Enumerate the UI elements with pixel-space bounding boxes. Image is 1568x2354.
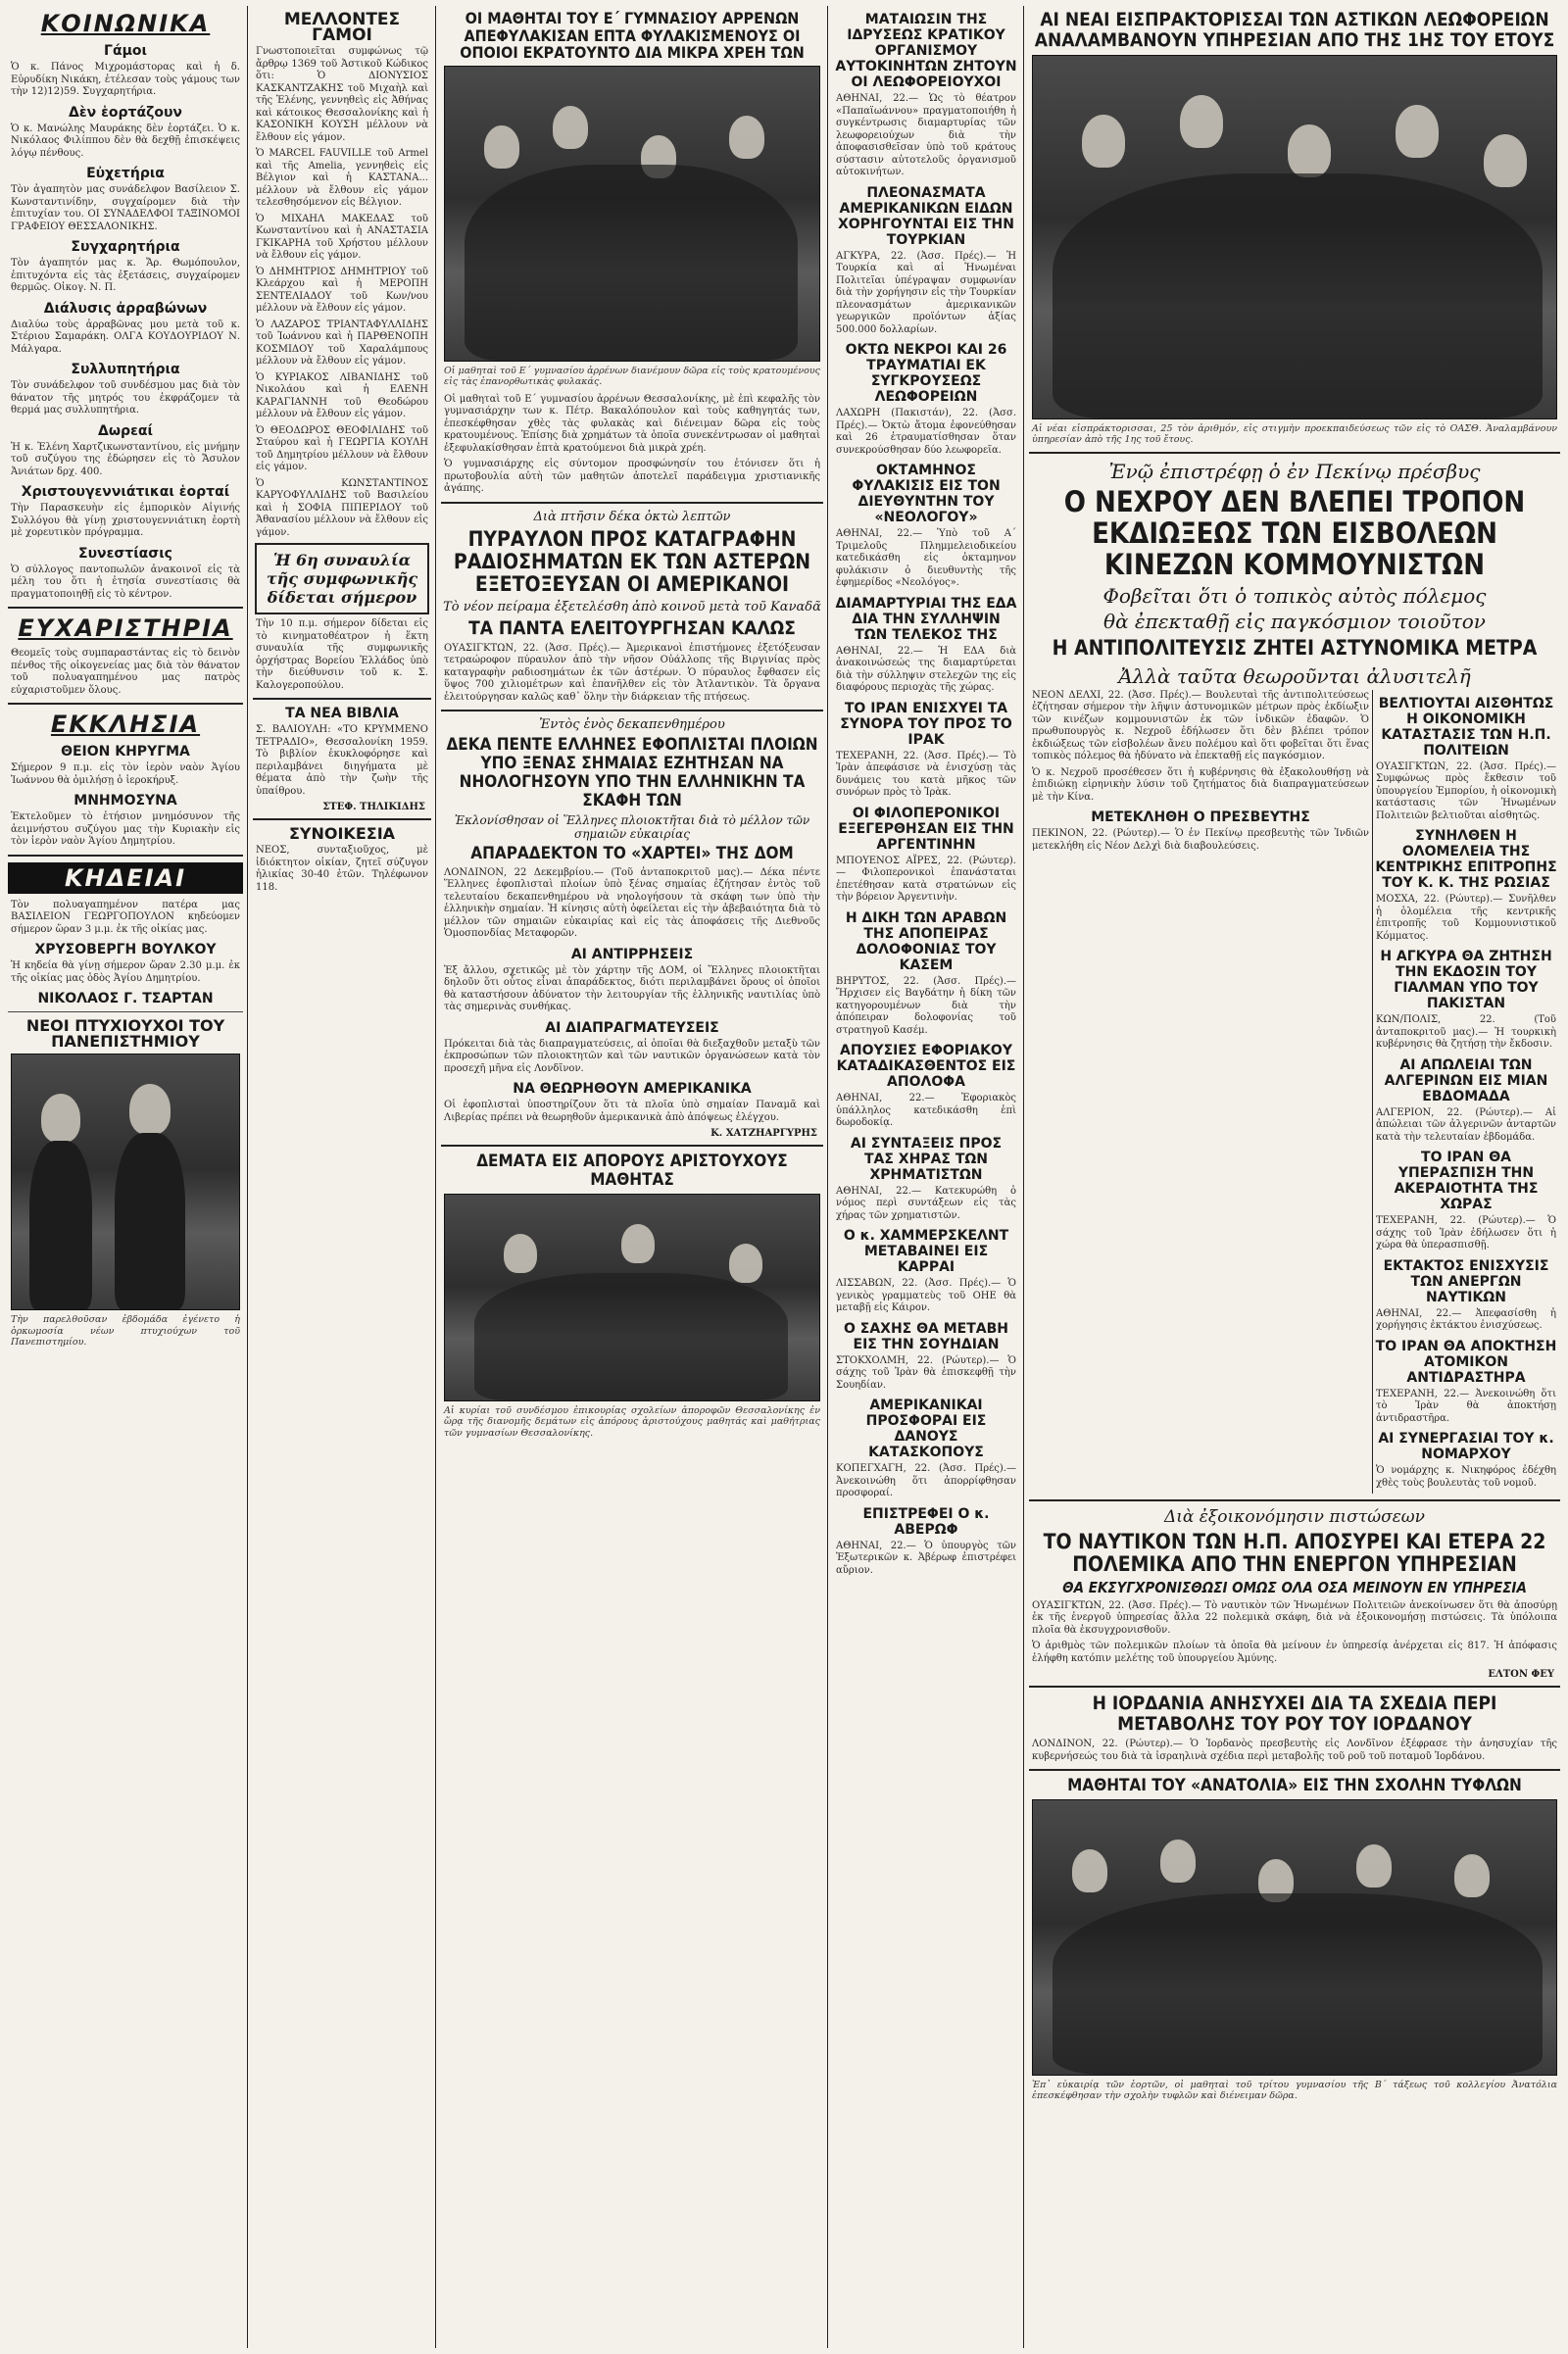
side-news xyxy=(1373,690,1559,1495)
news-text: ΛΙΣΣΑΒΩΝ, 22. (Ἀσσ. Πρές).— Ὁ γενικὸς γραμματεὺς τοῦ ΟΗΕ θὰ μεταβῇ εἰς Κάιρον. xyxy=(836,1278,1016,1313)
side-headline: ΤΟ ΙΡΑΝ ΘΑ ΥΠΕΡΑΣΠΙΣΗ ΤΗΝ ΑΚΕΡΑΙΟΤΗΤΑ ΤΗΣ ΧΩΡΑΣ xyxy=(1394,1150,1539,1213)
side-headline: ΑΙ ΣΥΝΕΡΓΑΣΙΑΙ ΤΟΥ κ. ΝΟΜΑΡΧΟΥ xyxy=(1378,1431,1554,1463)
navy-text: ΟΥΑΣΙΓΚΤΩΝ, 22. (Ἀσσ. Πρές).— Τὸ ναυτικὸν τῶν Ἡνωμένων Πολιτειῶν ἀνεκοίνωσεν ὅτι θὰ ἀποσύρῃ ἐκ τῆς ἐνεργοῦ ὑπηρεσίας ἄλλα 22 πολεμικὰ σκάφη, διὰ νὰ ἐξοικονομήσῃ πιστώσεις. Τὰ ὑπόλοιπα πλοῖα θὰ ἐκσυγχρονισθοῦν. xyxy=(1032,1599,1557,1636)
society-item-title: Γάμοι xyxy=(104,43,147,59)
nehru-text: ΝΕΟΝ ΔΕΛΧΙ, 22. (Ἀσσ. Πρές).— Βουλευταὶ τῆς ἀντιπολιτεύσεως ἐζήτησαν σήμερον τὴν λῆψιν ἀστυνομικῶν μέτρων πρὸς ἐκδίωξιν τῶν κινέζων κομμουνιστῶν ἐκ τῶν ἰνδικῶν ἐδαφῶν. Ὁ πρωθυπουργὸς κ. Νεχροῦ ἐδήλωσεν ὅτι δὲν βλέπει τρόπον ἐκδιώξεως τῶν εἰσβολέων ἄνευ πολέμου καὶ ὅτι φοβεῖται ὅτι ἕνας τοπικὸς πόλεμος θὰ ἠδύνατο νὰ ἐπεκταθῇ εἰς παγκόσμιον. xyxy=(1032,689,1369,762)
society-item-title: Δωρεαί xyxy=(98,422,153,439)
conductresses-photo xyxy=(1032,55,1557,419)
column-marriages xyxy=(253,6,431,2348)
column-society xyxy=(8,6,243,2348)
anatolia-photo xyxy=(1032,1799,1557,2076)
news-text: ΑΘΗΝΑΙ, 22.— Ὡς τὸ θέατρον «Παπαϊωάννου» πραγματοποιήθη ἡ συγκέντρωσις διαμαρτυρίας τῶν λεωφορειούχων διὰ τὴν ἀποφασισθεῖσαν ὑπὸ τοῦ κράτους σύστασιν αὐτοτελοῦς ὀργανισμοῦ αὐτοκινήτων. xyxy=(836,93,1016,177)
news-headline: Η ΔΙΚΗ ΤΩΝ ΑΡΑΒΩΝ ΤΗΣ ΑΠΟΠΕΙΡΑΣ ΔΟΛΟΦΟΝΙΑΣ ΤΟΥ ΚΑΣΕΜ xyxy=(845,909,1007,973)
navy-headline: ΤΟ ΝΑΥΤΙΚΟΝ ΤΩΝ Η.Π. ΑΠΟΣΥΡΕΙ ΚΑΙ ΕΤΕΡΑ 22 ΠΟΛΕΜΙΚΑ ΑΠΟ ΤΗΝ ΕΝΕΡΓΟΝ ΥΠΗΡΕΣΙΑΝ xyxy=(1043,1530,1546,1577)
news-text: ΑΓΚΥΡΑ, 22. (Ἀσσ. Πρές).— Ἡ Τουρκία καὶ αἱ Ἡνωμέναι Πολιτεῖαι ὑπέγραψαν συμφωνίαν διὰ τὴν χορήγησιν εἰς τὴν Τουρκίαν πλεονασμάτων ἀμερικανικῶν γεωργικῶν προϊόντων ἀξίας 500.000 δολλαρίων. xyxy=(836,250,1016,335)
society-item-title: Συνεστίασις xyxy=(78,545,172,562)
news-text: ΣΤΟΚΧΟΛΜΗ, 22. (Ρώυτερ).— Ὁ σάχης τοῦ Ἰρὰν θὰ ἐπισκεφθῇ τὴν Σουηδίαν. xyxy=(836,1354,1016,1391)
rocket-kicker: Διὰ πτῆσιν δέκα ὀκτὼ λεπτῶν xyxy=(533,509,731,524)
conductresses-headline: ΑΙ ΝΕΑΙ ΕΙΣΠΡΑΚΤΟΡΙΣΣΑΙ ΤΩΝ ΑΣΤΙΚΩΝ ΛΕΩΦΟΡΕΙΩΝ ΑΝΑΛΑΜΒΑΝΟΥΝ ΥΠΗΡΕΣΙΑΝ ΑΠΟ ΤΗΣ 1ΗΣ ΤΟΥ ΕΤΟΥΣ xyxy=(1034,9,1555,51)
conductresses-caption: Αἱ νέαι εἰσπράκτορισσαι, 25 τὸν ἀριθμόν, εἰς στιγμὴν προεκπαιδεύσεως τῶν εἰς τὸ ΟΑΣΘ. Ἀναλαμβάνουν ὑπηρεσίαν ἀπὸ τῆς 1ης τοῦ ἔτους. xyxy=(1032,422,1557,446)
navy-text-2: Ὁ ἀριθμὸς τῶν πολεμικῶν πλοίων τὰ ὁποῖα θὰ μείνουν ἐν ὑπηρεσίᾳ ἀνέρχεται εἰς 817. Ἡ ἀπόφασις ἐλήφθη κατόπιν μελέτης τοῦ ὑπουργείου Ἀμύνης. xyxy=(1032,1641,1557,1664)
anatolia-headline: ΜΑΘΗΤΑΙ ΤΟΥ «ΑΝΑΤΟΛΙΑ» ΕΙΣ ΤΗΝ ΣΧΟΛΗΝ ΤΥΦΛΩΝ xyxy=(1067,1776,1522,1796)
mnimosyna-title: ΜΝΗΜΟΣΥΝΑ xyxy=(74,793,177,809)
ships-signature: Κ. ΧΑΤΖΗΑΡΓΥΡΗΣ xyxy=(710,1128,817,1140)
ekklisia-text: Σήμερον 9 π.μ. εἰς τὸν ἱερὸν ναὸν Ἁγίου Ἰωάννου θὰ ὁμιλήσῃ ὁ ἱεροκήρυξ. xyxy=(11,762,240,786)
nehru-kicker-2: Φοβεῖται ὅτι ὁ τοπικὸς αὐτὸς πόλεμος xyxy=(1102,584,1487,609)
ships-text: ΛΟΝΔΙΝΟΝ, 22 Δεκεμβρίου.— (Τοῦ ἀνταποκριτοῦ μας).— Δέκα πέντε Ἕλληνες ἐφοπλισταὶ πλοίων ὑπὸ ξένας σημαίας ἐζήτησαν ἐντὸς τοῦ τελευταίου δεκαπενθημέρου νὰ νηολογήσουν τὰ σκάφη των ὑπὸ τὴν ἑλληνικὴν σημαίαν. Ἡ κίνησις αὐτὴ ὀφείλεται εἰς τὴν ἀβεβαιότητα διὰ τὸ μέλλον τῶν σημαιῶν εὐκαιρίας καὶ εἰς τὰς ἀποφάσεις τῆς Διεθνοῦς Ὁμοσπονδίας Μεταφορῶν. xyxy=(444,866,820,940)
ships-text-3: Πρόκειται διὰ τὰς διαπραγματεύσεις, αἱ ὁποῖαι θὰ διεξαχθοῦν μεταξὺ τῶν ἐκπροσώπων τῶν πλοιοκτητῶν καὶ τῶν ναυτικῶν ὀργανώσεων κατὰ τὸν προσεχῆ μῆνα εἰς Λονδῖνον. xyxy=(444,1038,820,1074)
side-text: ΤΕΧΕΡΑΝΗ, 22. (Ρώυτερ).— Ὁ σάχης τοῦ Ἰρὰν ἐδήλωσεν ὅτι ἡ χώρα θὰ ὑπερασπισθῇ. xyxy=(1376,1215,1556,1251)
news-headline: ΑΜΕΡΙΚΑΝΙΚΑΙ ΠΡΟΣΦΟΡΑΙ ΕΙΣ ΔΑΝΟΥΣ ΚΑΤΑΣΚΟΠΟΥΣ xyxy=(865,1398,987,1460)
side-headline: ΕΚΤΑΚΤΟΣ ΕΝΙΣΧΥΣΙΣ ΤΩΝ ΑΝΕΡΓΩΝ ΝΑΥΤΙΚΩΝ xyxy=(1383,1257,1549,1305)
column-international xyxy=(1029,6,1560,2348)
news-text: ΒΗΡΥΤΟΣ, 22. (Ἀσσ. Πρές).— Ἤρχισεν εἰς Βαγδάτην ἡ δίκη τῶν κατηγορουμένων διὰ τὴν ἀπόπειραν δολοφονίας τοῦ στρατηγοῦ Κασέμ. xyxy=(836,975,1016,1036)
ships-kicker: Ἐντὸς ἑνὸς δεκαπενθημέρου xyxy=(539,717,725,733)
society-items xyxy=(8,43,243,601)
newspaper-page xyxy=(8,6,1560,2348)
marriage-notice: Ὁ ΘΕΟΔΩΡΟΣ ΘΕΟΦΙΛΙΔΗΣ τοῦ Σταύρου καὶ ἡ ΓΕΩΡΓΙΑ ΚΟΥΛΗ τοῦ Δημητρίου μέλλουν νὰ ἔλθουν εἰς γάμον. xyxy=(256,424,428,472)
society-item-title: Συγχαρητήρια xyxy=(71,239,180,255)
news-text: ΑΘΗΝΑΙ, 22.— Ὑπὸ τοῦ Α΄ Τριμελοῦς Πλημμελειοδικείου κατεδικάσθη εἰς ὀκταμηνον φυλάκισιν ὁ διευθυντὴς τῆς ἐφημερίδος «Νεολόγος». xyxy=(836,528,1016,588)
ships-headline-2: ΑΠΑΡΑΔΕΚΤΟΝ ΤΟ «ΧΑΡΤΕΙ» ΤΗΣ ΔΟΜ xyxy=(470,844,794,864)
kideiai-name: ΧΡΥΣΟΒΕΡΓΗ ΒΟΥΛΚΟΥ xyxy=(34,942,217,957)
parcels-photo xyxy=(444,1194,820,1401)
society-item-text: Τὸν συνάδελφον τοῦ συνδέσμου μας διὰ τὸν θάνατον τῆς μητρός του ἐκφράζομεν τὰ θερμά μας συλλυπητήρια. xyxy=(11,380,240,416)
marriage-notice: Ὁ ΔΗΜΗΤΡΙΟΣ ΔΗΜΗΤΡΙΟΥ τοῦ Κλεάρχου καὶ ἡ ΜΕΡΟΠΗ ΣΕΝΤΕΛΙΑΔΟΥ τοῦ Κων/νου μέλλουν νὰ ἔλθουν εἰς γάμον. xyxy=(256,266,428,314)
section-title-ekklisia: ΕΚΚΛΗΣΙΑ xyxy=(50,711,201,738)
side-text: ΤΕΧΕΡΑΝΗ, 22.— Ἀνεκοινώθη ὅτι τὸ Ἰρὰν θὰ ἀποκτήσῃ ἀντιδραστῆρα. xyxy=(1376,1388,1556,1424)
marriage-notice: Ὁ MARCEL FAUVILLE τοῦ Armel καὶ τῆς Amelia, γεννηθεὶς εἰς Βέλγιον καὶ ἡ ΚΑΣΤΑΝΑ... μέλλουν νὰ ἔλθουν εἰς γάμον τελεσθησόμενον εἰς Βέλγιον. xyxy=(256,148,428,208)
news-text: ΑΘΗΝΑΙ, 22.— Ὁ ὑπουργὸς τῶν Ἐξωτερικῶν κ. Ἀβέρωφ ἐπιστρέφει αὔριον. xyxy=(836,1540,1016,1576)
concert-text: Τὴν 10 π.μ. σήμερον δίδεται εἰς τὸ κινηματοθέατρον ἡ ἕκτη συναυλία τῆς συμφωνικῆς ὀρχήστρας Βορείου Ἑλλάδος ὑπὸ τὴν διεύθυνσιν τοῦ κ. Σ. Καλογεροπούλου. xyxy=(256,618,428,691)
news-headline: ΔΙΑΜΑΡΤΥΡΙΑΙ ΤΗΣ ΕΔΑ ΔΙΑ ΤΗΝ ΣΥΛΛΗΨΙΝ ΤΩΝ ΤΕΛΕΚΟΣ ΤΗΣ xyxy=(835,595,1017,643)
jordan-text: ΛΟΝΔΙΝΟΝ, 22. (Ρώυτερ).— Ὁ Ἰορδανὸς πρεσβευτὴς εἰς Λονδῖνον ἐξέφρασε τὴν ἀνησυχίαν τῆς κυβερνήσεώς του διὰ τὰ ἰσραηλινὰ σχέδια περὶ μεταβολῆς τοῦ ροῦ τοῦ ποταμοῦ Ἰορδάνου. xyxy=(1032,1739,1557,1762)
ships-headline: ΔΕΚΑ ΠΕΝΤΕ ΕΛΛΗΝΕΣ ΕΦΟΠΛΙΣΤΑΙ ΠΛΟΙΩΝ ΥΠΟ ΞΕΝΑΣ ΣΗΜΑΙΑΣ ΕΖΗΤΗΣΑΝ ΝΑ ΝΗΟΛΟΓΗΣΟΥΝ ΥΠΟ ΤΗΝ ΕΛΛΗΝΙΚΗΝ ΤΑ ΣΚΑΦΗ ΤΩΝ xyxy=(446,735,818,810)
ships-kicker-2: Ἐκλονίσθησαν οἱ Ἕλληνες πλοιοκτῆται διὰ τὸ μέλλον τῶν σημαιῶν εὐκαιρίας xyxy=(454,813,810,842)
news-text: ΜΠΟΥΕΝΟΣ ΑΪΡΕΣ, 22. (Ρώυτερ).— Φιλοπερονικοὶ ἐπανάσταται ἐπετέθησαν κατὰ στρατώνων εἰς τὴν βόρειον Ἀργεντινὴν. xyxy=(836,855,1016,903)
section-title-eucharistiria: ΕΥΧΑΡΙΣΤΗΡΙΑ xyxy=(18,614,233,642)
nehru-headline: Ο ΝΕΧΡΟΥ ΔΕΝ ΒΛΕΠΕΙ ΤΡΟΠΟΝ ΕΚΔΙΩΞΕΩΣ ΤΩΝ ΕΙΣΒΟΛΕΩΝ ΚΙΝΕΖΩΝ ΚΟΜΜΟΥΝΙΣΤΩΝ xyxy=(1063,484,1526,581)
kideiai-name-2: ΝΙΚΟΛΑΟΣ Γ. ΤΣΑΡΤΑΝ xyxy=(37,991,214,1006)
news-text: ΑΘΗΝΑΙ, 22.— Ἡ ΕΔΑ διὰ ἀνακοινώσεώς της διαμαρτύρεται διὰ τὴν σύλληψιν στελεχῶν της εἰς διαφόρους περιοχὰς τῆς χώρας. xyxy=(836,645,1016,693)
students-text: Οἱ μαθηταὶ τοῦ Ε΄ γυμνασίου ἀρρένων Θεσσαλονίκης, μὲ ἐπὶ κεφαλῆς τὸν γυμνασιάρχην των κ. Πέτρ. Βακαλόπουλον καὶ τοὺς καθηγητάς των, ἐπεσκέφθησαν χθὲς τὰς φυλακὰς καὶ διένειμαν δῶρα εἰς τοὺς κρατουμένους. Ἐπίσης διὰ χρημάτων τὰ ὁποῖα συνεκέντρωσαν οἱ μαθηταὶ ἐξεφυλακίσθησαν ἑπτὰ κρατούμενοι διὰ μικρὰ χρέη. xyxy=(444,393,820,454)
side-headline: Η ΑΓΚΥΡΑ ΘΑ ΖΗΤΗΣΗ ΤΗΝ ΕΚΔΟΣΙΝ ΤΟΥ ΓΙΑΛΜΑΝ ΥΠΟ ΤΟΥ ΠΑΚΙΣΤΑΝ xyxy=(1380,949,1552,1012)
section-title-koinonika: ΚΟΙΝΩΝΙΚΑ xyxy=(40,10,211,37)
society-item-title: Συλλυπητήρια xyxy=(71,362,180,377)
ships-text-4: Οἱ ἐφοπλισταὶ ὑποστηρίζουν ὅτι τὰ πλοῖα ὑπὸ σημαίαν Παναμᾶ καὶ Λιβερίας πρέπει νὰ θεωρηθοῦν ἀμερικανικὰ ἀπὸ ἀπόψεως ἐλέγχου. xyxy=(444,1100,820,1123)
side-text: Ὁ νομάρχης κ. Νικηφόρος ἐδέχθη χθὲς τοὺς βουλευτὰς τοῦ νομοῦ. xyxy=(1376,1465,1556,1489)
marriage-notice: Ὁ ΚΩΝΣΤΑΝΤΙΝΟΣ ΚΑΡΥΟΦΥΛΛΙΔΗΣ τοῦ Βασιλείου καὶ ἡ ΣΟΦΙΑ ΠΙΠΕΡΙΔΟΥ τοῦ Ἀθανασίου μέλλουν νὰ ἔλθουν εἰς γάμον. xyxy=(256,477,428,538)
society-item-text: Ὁ κ. Μανώλης Μαυράκης δὲν ἑορτάζει. Ὁ κ. Νικόλαος Φιλίππου δὲν θὰ δεχθῇ ἐπισκέψεις λόγῳ πένθους. xyxy=(11,123,240,159)
navy-kicker: Διὰ ἐξοικονόμησιν πιστώσεων xyxy=(1163,1507,1426,1528)
society-item-title: Χριστουγεννιάτικαι ἑορταί xyxy=(21,484,230,500)
society-item-text: Τὸν ἀγαπητόν μας κ. Ἄρ. Θωμόπουλον, ἐπιτυχόντα εἰς τὰς ἐξετάσεις, συγχαίρομεν θερμῶς. Οἰκογ. Ν. Π. xyxy=(11,258,240,293)
column-main-news xyxy=(441,6,823,2348)
nehru-text-2: Ὁ κ. Νεχροῦ προσέθεσεν ὅτι ἡ κυβέρνησις θὰ ἐξακολουθήσῃ νὰ ἐπιδιώκῃ εἰρηνικὴν λύσιν τοῦ ζητήματος διὰ διαπραγματεύσεων μὲ τὴν Κίνα. xyxy=(1032,766,1369,803)
nehru-story xyxy=(1029,690,1372,1495)
mnimosyna-text: Ἐκτελοῦμεν τὸ ἐτήσιον μνημόσυνον τῆς ἀειμνήστου συζύγου μας τὴν Κυριακὴν εἰς τὸν ἱερὸν ναὸν Ἁγίου Δημητρίου. xyxy=(11,811,240,847)
eucharistiria-text: Θεομεῖς τοὺς συμπαραστάντας εἰς τὸ δεινὸν πένθος τῆς οἰκογενείας μας διὰ τὸν θάνατον τοῦ πολυαγαπημένου μας πατρὸς εὐχαριστοῦμεν ὅλους. xyxy=(11,648,240,696)
news-headline: ΠΛΕΟΝΑΣΜΑΤΑ ΑΜΕΡΙΚΑΝΙΚΩΝ ΕΙΔΩΝ ΧΟΡΗΓΟΥΝΤΑΙ ΕΙΣ ΤΗΝ ΤΟΥΡΚΙΑΝ xyxy=(837,184,1014,248)
students-photo xyxy=(444,66,820,362)
kideiai-text-2: Ἡ κηδεία θὰ γίνῃ σήμερον ὥραν 2.30 μ.μ. ἐκ τῆς οἰκίας μας ὁδὸς Ἀγίου Δημητρίου. xyxy=(11,960,240,984)
graduates-title: ΝΕΟΙ ΠΤΥΧΙΟΥΧΟΙ ΤΟΥ ΠΑΝΕΠΙΣΤΗΜΙΟΥ xyxy=(25,1016,225,1051)
side-text: ΚΩΝ/ΠΟΛΙΣ, 22. (Τοῦ ἀνταποκριτοῦ μας).— Ἡ τουρκικὴ κυβέρνησις θὰ ζητήσῃ τὴν ἔκδοσιν. xyxy=(1376,1014,1556,1051)
news-text: ΤΕΧΕΡΑΝΗ, 22. (Ἀσσ. Πρές).— Τὸ Ἰρὰν ἀπεφάσισε νὰ ἐνισχύσῃ τὰς δυνάμεις του κατὰ μῆκος τῶν συνόρων πρὸς τὸ Ἰρὰκ. xyxy=(836,750,1016,798)
column-short-news xyxy=(833,6,1019,2348)
books-text: Σ. ΒΑΛΙΟΥΛΗ: «ΤΟ ΚΡΥΜΜΕΝΟ ΤΕΤΡΑΔΙΟ», Θεσσαλονίκη 1959. Τὸ βιβλίον ἐκυκλοφόρησε καὶ περιλαμβάνει διηγήματα μὲ θέματα ἀπὸ τὴν ζωὴν τῆς ὑπαίθρου. xyxy=(256,724,428,797)
nehru-kicker-4: Ἀλλὰ ταῦτα θεωροῦνται ἀλυσιτελῆ xyxy=(1118,663,1471,688)
society-item-text: Ὁ κ. Πάνος Μιχρομάστορας καὶ ἡ δ. Εὐρυδίκη Νικάκη, ἐτέλεσαν τοὺς γάμους των τὴν 12)12)59. Συγχαρητήρια. xyxy=(11,62,240,97)
section-title-kideiai: ΚΗΔΕΙΑΙ xyxy=(8,862,243,894)
side-headline: ΤΟ ΙΡΑΝ ΘΑ ΑΠΟΚΤΗΣΗ ΑΤΟΜΙΚΟΝ ΑΝΤΙΔΡΑΣΤΗΡΑ xyxy=(1375,1338,1557,1386)
news-headline: ΟΚΤΩ ΝΕΚΡΟΙ ΚΑΙ 26 ΤΡΑΥΜΑΤΙΑΙ ΕΚ ΣΥΓΚΡΟΥΣΕΩΣ ΛΕΩΦΟΡΕΙΩΝ xyxy=(845,342,1007,405)
concert-title: Ἡ 6η συναυλία τῆς συμφωνικῆς δίδεται σήμερον xyxy=(266,551,418,607)
side-text: ΜΟΣΧΑ, 22. (Ρώυτερ).— Συνῆλθεν ἡ ὁλομέλεια τῆς κεντρικῆς ἐπιτροπῆς τοῦ Κομμουνιστικοῦ Κόμματος. xyxy=(1376,894,1556,942)
anatolia-caption: Ἐπ᾽ εὐκαιρίᾳ τῶν ἑορτῶν, οἱ μαθηταὶ τοῦ τρίτου γυμνασίου τῆς Β΄ τάξεως τοῦ κολλεγίου Ἀνατόλια ἐπεσκέφθησαν τὴν σχολὴν τυφλῶν καὶ διένειμαν δῶρα. xyxy=(1032,2079,1557,2102)
news-headline: ΟΚΤΑΜΗΝΟΣ ΦΥΛΑΚΙΣΙΣ ΕΙΣ ΤΟΝ ΔΙΕΥΘΥΝΤΗΝ ΤΟΥ «ΝΕΟΛΟΓΟΥ» xyxy=(852,463,1001,525)
marriage-notice: Ὁ ΜΙΧΑΗΛ ΜΑΚΕΔΑΣ τοῦ Κωνσταντίνου καὶ ἡ ΑΝΑΣΤΑΣΙΑ ΓΚΙΚΑΡΗΑ τοῦ Χρήστου μέλλουν νὰ ἔλθουν εἰς γάμον. xyxy=(256,213,428,261)
side-text: ΟΥΑΣΙΓΚΤΩΝ, 22. (Ἀσσ. Πρές).— Συμφώνως πρὸς ἔκθεσιν τοῦ ὑπουργείου Ἐμπορίου, ἡ οἰκονομικὴ κατάστασις τῶν Ἡνωμένων Πολιτειῶν βελτιοῦται αἰσθητῶς. xyxy=(1376,760,1556,821)
pekin-subhead: ΜΕΤΕΚΛΗΘΗ Ο ΠΡΕΣΒΕΥΤΗΣ xyxy=(1091,809,1310,826)
nehru-section xyxy=(1029,690,1560,1495)
books-signature: ΣΤΕΦ. ΤΗΛΙΚΙΔΗΣ xyxy=(322,802,425,812)
news-headline: ΑΙ ΣΥΝΤΑΞΕΙΣ ΠΡΟΣ ΤΑΣ ΧΗΡΑΣ ΤΩΝ ΧΡΗΜΑΤΙΣΤΩΝ xyxy=(850,1135,1003,1183)
news-headline: ΑΠΟΥΣΙΕΣ ΕΦΟΡΙΑΚΟΥ ΚΑΤΑΔΙΚΑΣΘΕΝΤΟΣ ΕΙΣ ΑΠΟΛΟΦΑ xyxy=(836,1043,1016,1090)
marriage-notice: Ὁ ΛΑΖΑΡΟΣ ΤΡΙΑΝΤΑΦΥΛΛΙΔΗΣ τοῦ Ἰωάννου καὶ ἡ ΠΑΡΘΕΝΟΠΗ ΚΟΣΜΙΔΟΥ τοῦ Χαραλάμπους μέλλουν νὰ ἔλθουν εἰς γάμον. xyxy=(256,319,428,367)
side-text: ΑΘΗΝΑΙ, 22.— Ἀπεφασίσθη ἡ χορήγησις ἐκτάκτου ἐνισχύσεως. xyxy=(1376,1307,1556,1332)
students-headline: ΟΙ ΜΑΘΗΤΑΙ ΤΟΥ Ε΄ ΓΥΜΝΑΣΙΟΥ ΑΡΡΕΝΩΝ ΑΠΕΦΥΛΑΚΙΣΑΝ ΕΠΤΑ ΦΥΛΑΚΙΣΜΕΝΟΥΣ ΟΙ ΟΠΟΙΟΙ ΕΚΡΑΤΟΥΝΤΟ ΔΙΑ ΜΙΚΡΑ ΧΡΕΗ ΤΩΝ xyxy=(460,9,805,63)
navy-headline-2: ΘΑ ΕΚΣΥΓΧΡΟΝΙΣΘΩΣΙ ΟΜΩΣ ΟΛΑ ΟΣΑ ΜΕΙΝΟΥΝ ΕΝ ΥΠΗΡΕΣΙΑ xyxy=(1062,1579,1527,1597)
ships-subhead-2: ΑΙ ΔΙΑΠΡΑΓΜΑΤΕΥΣΕΙΣ xyxy=(545,1019,719,1036)
concert-box xyxy=(255,543,429,614)
ships-subhead: ΑΙ ΑΝΤΙΡΡΗΣΕΙΣ xyxy=(570,946,694,962)
society-item-title: Δὲν ἑορτάζουν xyxy=(69,104,182,121)
society-item-text: Διαλύω τοὺς ἀρραβῶνας μου μετὰ τοῦ κ. Στέριου Σαμαράκη. ΟΛΓΑ ΚΟΥΔΟΥΡΙΔΟΥ Ν. Μάλγαρα. xyxy=(11,319,240,355)
rocket-text: ΟΥΑΣΙΓΚΤΩΝ, 22. (Ἀσσ. Πρές).— Ἀμερικανοὶ ἐπιστήμονες ἐξετόξευσαν τετραώροφον πύραυλον ἀπὸ τὴν νῆσον Οὐάλλοπς τῆς Βιργινίας πρὸς καταγραφὴν ραδιοσημάτων ἐκ τῶν ἀστέρων. Ὁ πύραυλος ἔφθασεν εἰς ὕψος 700 χιλιομέτρων καὶ ἐπανῆλθεν εἰς τὸν Ἀτλαντικὸν. Τὰ ὄργανα ἐλειτούργησαν καλῶς καθ᾽ ὅλην τὴν διάρκειαν τῆς πτήσεως. xyxy=(444,642,820,703)
ekklisia-title: ΘΕΙΟΝ ΚΗΡΥΓΜΑ xyxy=(61,744,190,760)
graduates-photo xyxy=(11,1054,240,1310)
society-item-text: Τὴν Παρασκευὴν εἰς ἐμπορικὸν Αἰγινής Συλλόγου θὰ γίνῃ χριστουγεννιάτικη ἑορτὴ μὲ χορευτικὸν πρόγραμμα. xyxy=(11,503,240,538)
navy-signature: ΕΛΤΟΝ ΦΕΥ xyxy=(1488,1669,1554,1681)
society-item-text: Ὁ σύλλογος παντοπωλῶν ἀνακοινοῖ εἰς τὰ μέλη του ὅτι ἡ ἐτησία συνεστίασις θὰ πραγματοποιηθῇ εἰς τὸ κέντρον. xyxy=(11,564,240,600)
marriage-notice: Γνωστοποιεῖται συμφώνως τῷ ἄρθρῳ 1369 τοῦ Ἀστικοῦ Κώδικος ὅτι: Ὁ ΔΙΟΝΥΣΙΟΣ ΚΑΣΚΑΝΤΖΑΚΗΣ τοῦ Μιχαὴλ καὶ τῆς Ἑλένης, γεννηθεὶς εἰς Ἀθήνας καὶ κάτοικος Θεσσαλονίκης καὶ ἡ ΚΑΣΟΝΙΚΗ ΚΟΥΣΗ μέλλουν νὰ ἔλθουν εἰς γάμον. xyxy=(256,46,428,143)
nehru-headline-2: Η ΑΝΤΙΠΟΛΙΤΕΥΣΙΣ ΖΗΤΕΙ ΑΣΤΥΝΟΜΙΚΑ ΜΕΤΡΑ xyxy=(1052,636,1538,661)
jordan-headline: Η ΙΟΡΔΑΝΙΑ ΑΝΗΣΥΧΕΙ ΔΙΑ ΤΑ ΣΧΕΔΙΑ ΠΕΡΙ ΜΕΤΑΒΟΛΗΣ ΤΟΥ ΡΟΥ ΤΟΥ ΙΟΡΔΑΝΟΥ xyxy=(1092,1692,1497,1736)
books-title: ΤΑ ΝΕΑ ΒΙΒΛΙΑ xyxy=(285,706,399,721)
marriage-notice: Ὁ ΚΥΡΙΑΚΟΣ ΛΙΒΑΝΙΔΗΣ τοῦ Νικολάου καὶ ἡ ΕΛΕΝΗ ΚΑΡΑΓΙΑΝΝΗ τοῦ Θεοδώρου μέλλουν νὰ ἔλθουν εἰς γάμον. xyxy=(256,371,428,419)
graduates-caption: Τὴν παρελθοῦσαν ἐβδομάδα ἐγένετο ἡ ὁρκωμοσία νέων πτυχιούχων τοῦ Πανεπιστημίου. xyxy=(11,1314,240,1348)
kideiai-text: Τὸν πολυαγαπημένον πατέρα μας ΒΑΣΙΛΕΙΟΝ ΓΕΩΡΓΟΠΟΥΛΟΝ κηδεύομεν σήμερον ὥραν 3 μ.μ. ἐκ τῆς οἰκίας μας. xyxy=(11,899,240,935)
news-headline: ΟΙ ΦΙΛΟΠΕΡΟΝΙΚΟΙ ΕΞΕΓΕΡΘΗΣΑΝ ΕΙΣ ΤΗΝ ΑΡΓΕΝΤΙΝΗΝ xyxy=(838,805,1014,853)
students-text-2: Ὁ γυμνασιάρχης εἰς σύντομον προσφώνησίν του ἐτόνισεν ὅτι ἡ πρωτοβουλία αὐτὴ τῶν μαθητῶν ἀποτελεῖ παράδειγμα χριστιανικῆς ἀγάπης. xyxy=(444,459,820,495)
rocket-kicker-2: Τὸ νέον πείραμα ἐξετελέσθη ἀπὸ κοινοῦ μετὰ τοῦ Καναδᾶ xyxy=(443,600,821,615)
news-headline: ΜΑΤΑΙΩΣΙΝ ΤΗΣ ΙΔΡΥΣΕΩΣ ΚΡΑΤΙΚΟΥ ΟΡΓΑΝΙΣΜΟΥ ΑΥΤΟΚΙΝΗΤΩΝ ΖΗΤΟΥΝ ΟΙ ΛΕΩΦΟΡΕΙΟΥΧΟΙ xyxy=(835,12,1017,90)
marriages-title: ΜΕΛΛΟΝΤΕΣ ΓΑΜΟΙ xyxy=(283,10,401,45)
news-text: ΑΘΗΝΑΙ, 22.— Ἐφοριακὸς ὑπάλληλος κατεδικάσθη ἐπὶ δωροδοκίᾳ. xyxy=(836,1093,1016,1128)
synoikesia-title: ΣΥΝΟΙΚΕΣΙΑ xyxy=(288,824,396,843)
society-item-title: Διάλυσις ἀρραβώνων xyxy=(43,300,208,317)
side-headline: ΒΕΛΤΙΟΥΤΑΙ ΑΙΣΘΗΤΩΣ Η ΟΙΚΟΝΟΜΙΚΗ ΚΑΤΑΣΤΑΣΙΣ ΤΩΝ Η.Π. ΠΟΛΙΤΕΙΩΝ xyxy=(1378,695,1554,759)
news-text: ΑΘΗΝΑΙ, 22.— Κατεκυρώθη ὁ νόμος περὶ συντάξεων εἰς τὰς χήρας τῶν χρηματιστῶν. xyxy=(836,1185,1016,1221)
news-text: ΛΑΧΩΡΗ (Πακιστάν), 22. (Ἀσσ. Πρές).— Ὀκτὼ ἄτομα ἐφονεύθησαν καὶ 26 ἐτραυματίσθησαν ὅταν συνεκρούσθησαν δύο λεωφορεῖα. xyxy=(836,408,1016,456)
news-headline: ΤΟ ΙΡΑΝ ΕΝΙΣΧΥΕΙ ΤΑ ΣΥΝΟΡΑ ΤΟΥ ΠΡΟΣ ΤΟ ΙΡΑΚ xyxy=(840,700,1012,748)
side-headline: ΑΙ ΑΠΩΛΕΙΑΙ ΤΩΝ ΑΛΓΕΡΙΝΩΝ ΕΙΣ ΜΙΑΝ ΕΒΔΟΜΑΔΑ xyxy=(1384,1056,1548,1104)
ships-subhead-3: ΝΑ ΘΕΩΡΗΘΟΥΝ ΑΜΕΡΙΚΑΝΙΚΑ xyxy=(513,1081,752,1098)
side-headline: ΣΥΝΗΛΘΕΝ Η ΟΛΟΜΕΛΕΙΑ ΤΗΣ ΚΕΝΤΡΙΚΗΣ ΕΠΙΤΡΟΠΗΣ ΤΟΥ Κ. Κ. ΤΗΣ ΡΩΣΙΑΣ xyxy=(1375,828,1557,892)
parcels-caption: Αἱ κυρίαι τοῦ συνδέσμου ἐπικουρίας σχολείων ἀποροφῶν Θεσσαλονίκης ἐν ὥρᾳ τῆς διανομῆς δεμάτων εἰς ἀπόρους ἀριστούχους μαθητάς καὶ μαθήτριας τῶν γυμνασίων Θεσσαλονίκης. xyxy=(444,1404,820,1439)
nehru-kicker-3: θὰ ἐπεκταθῇ εἰς παγκόσμιον τοιοῦτον xyxy=(1103,610,1486,634)
students-caption: Οἱ μαθηταὶ τοῦ Ε΄ γυμνασίου ἀρρένων διανέμουν δῶρα εἰς τοὺς κρατουμένους εἰς τὰς ἐπανορθωτικὰς φυλακάς. xyxy=(444,365,820,388)
news-text: ΚΟΠΕΓΧΑΓΗ, 22. (Ἀσσ. Πρές).— Ἀνεκοινώθη ὅτι ἀπορρίφθησαν προσφοραί. xyxy=(836,1463,1016,1498)
news-headline: Ο κ. ΧΑΜΜΕΡΣΚΕΛΝΤ ΜΕΤΑΒΑΙΝΕΙ ΕΙΣ ΚΑΡΡΑΙ xyxy=(843,1228,1009,1275)
news-headline: ΕΠΙΣΤΡΕΦΕΙ Ο κ. ΑΒΕΡΩΦ xyxy=(862,1505,990,1538)
news-headline: Ο ΣΑΧΗΣ ΘΑ ΜΕΤΑΒΗ ΕΙΣ ΤΗΝ ΣΟΥΗΔΙΑΝ xyxy=(844,1320,1008,1352)
rocket-headline-2: ΤΑ ΠΑΝΤΑ ΕΛΕΙΤΟΥΡΓΗΣΑΝ ΚΑΛΩΣ xyxy=(468,617,796,640)
society-item-text: Τὸν ἀγαπητὸν μας συνάδελφον Βασίλειον Σ. Κωνσταντινίδην, συγχαίρομεν διὰ τὴν ἐπιτυχίαν του. ΟΙ ΣΥΝΑΔΕΛΦΟΙ ΤΑΞΙΝΟΜΟΙ ΓΡΑΦΕΙΟΥ ΘΕΣΣΑΛΟΝΙΚΗΣ. xyxy=(11,184,240,232)
synoikesia-text: ΝΕΟΣ, συνταξιοῦχος, μὲ ἰδιόκτητον οἰκίαν, ζητεῖ σύζυγον ἡλικίας 30-40 ἐτῶν. Τηλέφωνον 118. xyxy=(256,845,428,893)
pekin-text: ΠΕΚΙΝΟΝ, 22. (Ρώυτερ).— Ὁ ἐν Πεκίνῳ πρεσβευτὴς τῶν Ἰνδιῶν μετεκλήθη εἰς Νέον Δελχὶ διὰ διαβουλεύσεις. xyxy=(1032,828,1369,852)
parcels-headline: ΔΕΜΑΤΑ ΕΙΣ ΑΠΟΡΟΥΣ ΑΡΙΣΤΟΥΧΟΥΣ ΜΑΘΗΤΑΣ xyxy=(476,1152,788,1191)
nehru-kicker: Ἐνῷ ἐπιστρέφῃ ὁ ἐν Πεκίνῳ πρέσβυς xyxy=(1108,459,1481,483)
ships-text-2: Ἐξ ἄλλου, σχετικῶς μὲ τὸν χάρτην τῆς ΔΟΜ, οἱ Ἕλληνες πλοιοκτῆται δηλοῦν ὅτι οὗτος εἶναι ἀπαράδεκτος, διότι περιλαμβάνει ὅρους οἱ ὁποῖοι θὰ καταστήσουν ἀδύνατον τὴν λειτουργίαν τῆς ἑλληνικῆς ναυτιλίας ὑπὸ τὰς σημερινὰς συνθήκας. xyxy=(444,964,820,1013)
society-item-title: Εὐχετήρια xyxy=(86,166,165,181)
side-text: ΑΛΓΕΡΙΟΝ, 22. (Ρώυτερ).— Αἱ ἀπώλειαι τῶν ἀλγερινῶν ἀνταρτῶν κατὰ τὴν τελευταίαν ἑβδομάδα. xyxy=(1376,1106,1556,1143)
society-item-text: Ἡ κ. Ἑλένη Χαρτζικωνσταντίνου, εἰς μνήμην τοῦ συζύγου της ἐδώρησεν εἰς τὸ Ἄσυλον Ἀνιάτων δρχ. 400. xyxy=(11,441,240,477)
rocket-headline: ΠΥΡΑΥΛΟΝ ΠΡΟΣ ΚΑΤΑΓΡΑΦΗΝ ΡΑΔΙΟΣΗΜΑΤΩΝ ΕΚ ΤΩΝ ΑΣΤΕΡΩΝ ΕΞΕΤΟΞΕΥΣΑΝ ΟΙ ΑΜΕΡΙΚΑΝΟΙ xyxy=(453,526,811,596)
